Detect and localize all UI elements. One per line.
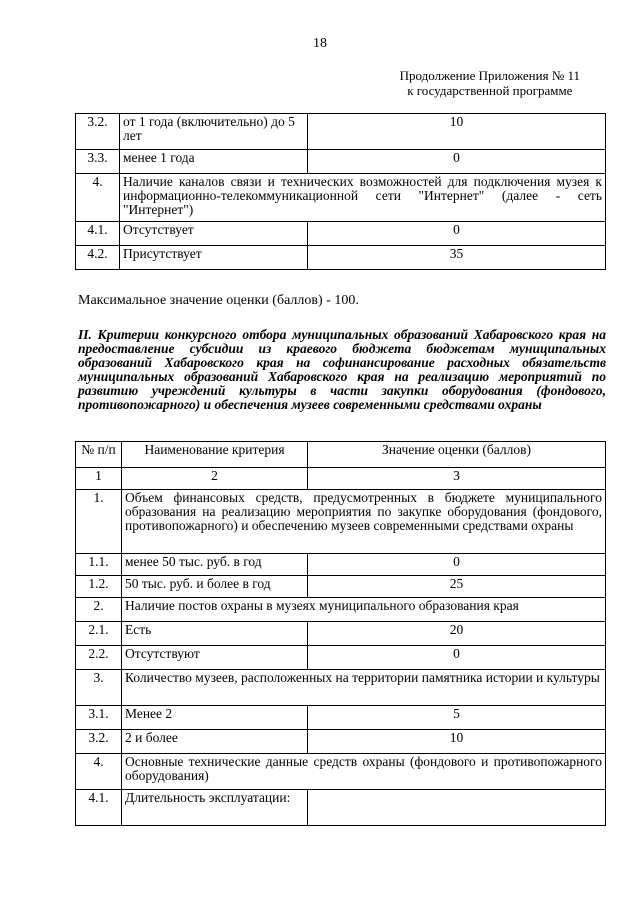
appendix-note-line1: Продолжение Приложения № 11 xyxy=(399,68,580,83)
row-number: 1.2. xyxy=(76,576,122,598)
header-name: Наименование критерия xyxy=(122,442,308,468)
criteria-table-continued xyxy=(75,113,606,270)
criterion-name: Есть xyxy=(122,622,308,646)
row-number: 1. xyxy=(76,490,122,554)
score-value: 25 xyxy=(308,576,606,598)
table-row xyxy=(76,490,606,554)
criterion-name: менее 1 года xyxy=(120,150,308,174)
criterion-name: Отсутствует xyxy=(120,222,308,246)
score-value: 20 xyxy=(308,622,606,646)
table-row xyxy=(76,246,606,270)
max-score-text: Максимальное значение оценки (баллов) - 100. xyxy=(78,293,359,308)
criterion-name: Объем финансовых средств, предусмотренных в бюджете муниципального образования на реализацию мероприятия по закупке оборудования (фондового, противопожарного) и обеспечению музеев современными средствами охраны xyxy=(122,490,606,554)
col-number-3: 3 xyxy=(308,468,606,490)
table-row xyxy=(76,150,606,174)
row-number: 3. xyxy=(76,670,122,706)
score-value: 0 xyxy=(308,222,606,246)
criterion-name: 50 тыс. руб. и более в год xyxy=(122,576,308,598)
table-row xyxy=(76,554,606,576)
table-row xyxy=(76,174,606,222)
row-number: 2.2. xyxy=(76,646,122,670)
score-value xyxy=(308,790,606,826)
criterion-name: от 1 года (включительно) до 5 лет xyxy=(120,114,308,150)
row-number: 4. xyxy=(76,754,122,790)
table-row xyxy=(76,598,606,622)
score-value: 10 xyxy=(308,114,606,150)
table-row xyxy=(76,576,606,598)
row-number: 2. xyxy=(76,598,122,622)
score-value: 5 xyxy=(308,706,606,730)
row-number: 2.1. xyxy=(76,622,122,646)
row-number: 1.1. xyxy=(76,554,122,576)
table-row xyxy=(76,754,606,790)
row-number: 3.2. xyxy=(76,730,122,754)
row-number: 4.1. xyxy=(76,222,120,246)
row-number: 4.2. xyxy=(76,246,120,270)
score-value: 0 xyxy=(308,150,606,174)
section-title: II. Критерии конкурсного отбора муниципальных образований Хабаровского края на предоставление субсидии из краевого бюджета бюджетам муниципальных образований Хабаровского края на софинансирование расходных обязательств муниципальных образований Хабаровского края на реализацию мероприятий по развитию учреждений культуры в части закупки оборудования (фондового, противопожарного) и обеспечения музеев современными средствами охраны xyxy=(78,327,606,412)
criterion-name: Количество музеев, расположенных на территории памятника истории и культуры xyxy=(122,670,606,706)
criterion-name: Наличие каналов связи и технических возможностей для подключения музея к информационно-телекоммуникационной сети "Интернет" (далее - сеть "Интернет") xyxy=(120,174,606,222)
page-number: 18 xyxy=(313,36,327,51)
score-value: 35 xyxy=(308,246,606,270)
table-row xyxy=(76,646,606,670)
row-number: 3.2. xyxy=(76,114,120,150)
score-value: 10 xyxy=(308,730,606,754)
criterion-name: Наличие постов охраны в музеях муниципального образования края xyxy=(122,598,606,622)
table-row xyxy=(76,622,606,646)
appendix-note xyxy=(400,68,580,98)
table-row xyxy=(76,670,606,706)
criterion-name: менее 50 тыс. руб. в год xyxy=(122,554,308,576)
row-number: 4.1. xyxy=(76,790,122,826)
criterion-name: 2 и более xyxy=(122,730,308,754)
table-row xyxy=(76,706,606,730)
criterion-name: Менее 2 xyxy=(122,706,308,730)
criterion-name: Отсутствуют xyxy=(122,646,308,670)
row-number: 4. xyxy=(76,174,120,222)
header-value: Значение оценки (баллов) xyxy=(308,442,606,468)
table-row xyxy=(76,790,606,826)
criterion-name: Длительность эксплуатации: xyxy=(122,790,308,826)
table-header-row xyxy=(76,442,606,468)
table-row xyxy=(76,222,606,246)
header-num: № п/п xyxy=(76,442,122,468)
criterion-name: Присутствует xyxy=(120,246,308,270)
column-number-row xyxy=(76,468,606,490)
criteria-table xyxy=(75,441,606,826)
row-number: 3.3. xyxy=(76,150,120,174)
score-value: 0 xyxy=(308,646,606,670)
criterion-name: Основные технические данные средств охраны (фондового и противопожарного оборудования) xyxy=(122,754,606,790)
col-number-1: 1 xyxy=(76,468,122,490)
col-number-2: 2 xyxy=(122,468,308,490)
row-number: 3.1. xyxy=(76,706,122,730)
appendix-note-line2: к государственной программе xyxy=(407,83,573,98)
table-row xyxy=(76,114,606,150)
score-value: 0 xyxy=(308,554,606,576)
table-row xyxy=(76,730,606,754)
